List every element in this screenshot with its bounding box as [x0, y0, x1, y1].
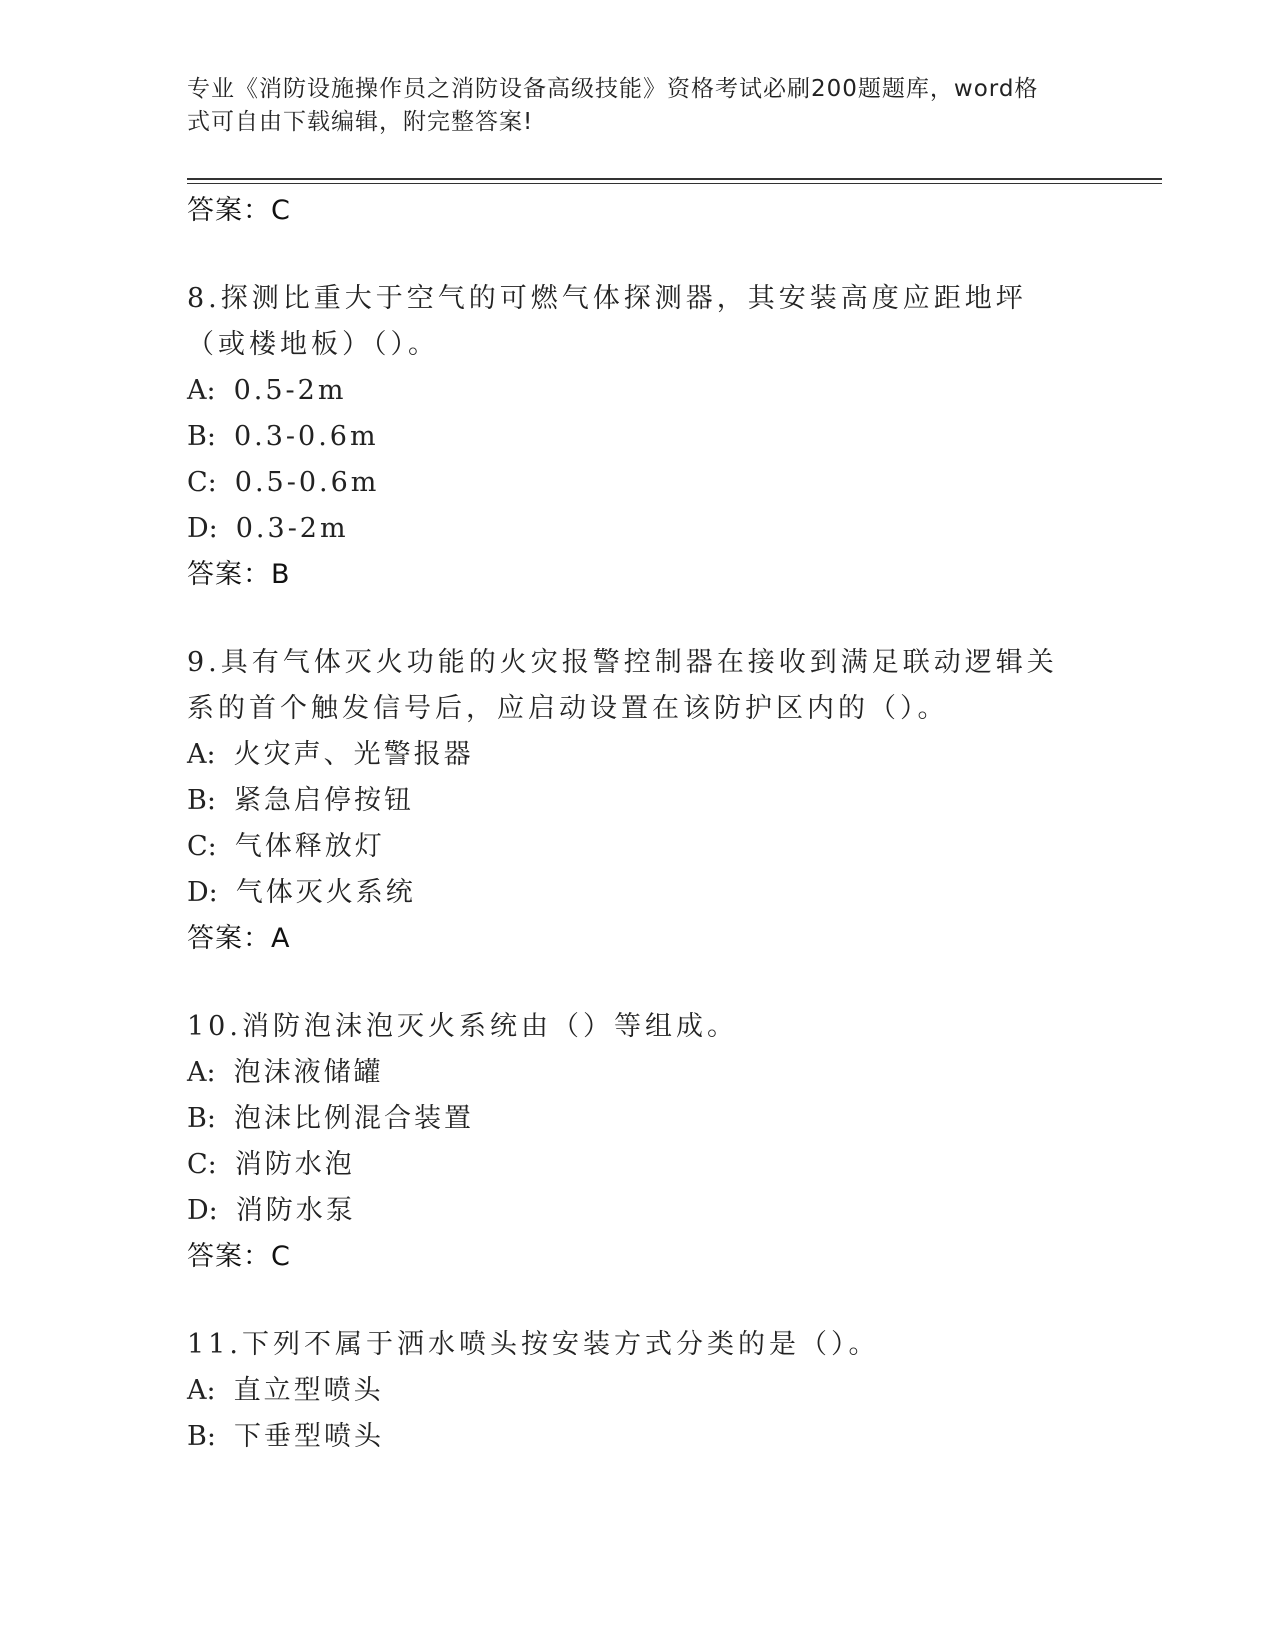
option-a	[187, 368, 1087, 414]
option-text: 消防水泡	[234, 1149, 355, 1180]
option-text: 火灾声、光警报器	[233, 739, 474, 770]
prev-question-answer: 答案：C	[187, 195, 291, 226]
option-text: 消防水泵	[235, 1195, 356, 1226]
option-text: 0.3-2m	[235, 513, 349, 544]
option-c	[187, 1142, 1087, 1188]
header-divider-thick	[187, 178, 1162, 180]
question-9	[187, 640, 1087, 962]
question-stem: 9.具有气体灭火功能的火灾报警控制器在接收到满足联动逻辑关系的首个触发信号后，应启动设置在该防护区内的（）。	[187, 647, 1058, 724]
option-d	[187, 870, 1087, 916]
option-key: A:	[187, 1375, 216, 1406]
header-line-2: 式可自由下载编辑，附完整答案!	[187, 109, 534, 135]
option-key: C:	[187, 467, 217, 498]
option-text: 紧急启停按钮	[233, 785, 414, 816]
option-key: D:	[187, 877, 218, 908]
option-text: 0.5-2m	[233, 375, 347, 406]
question-11	[187, 1322, 1087, 1460]
question-stem: 11.下列不属于洒水喷头按安装方式分类的是（）。	[187, 1329, 880, 1360]
document-body	[187, 188, 1087, 1460]
option-text: 气体灭火系统	[235, 877, 416, 908]
option-key: A:	[187, 739, 216, 770]
option-key: C:	[187, 831, 217, 862]
option-text: 泡沫液储罐	[233, 1057, 384, 1088]
question-8	[187, 276, 1087, 598]
option-a	[187, 1050, 1087, 1096]
option-key: B:	[187, 1421, 216, 1452]
question-stem: 10.消防泡沫泡灭火系统由（）等组成。	[187, 1011, 738, 1042]
option-a	[187, 732, 1087, 778]
question-answer: 答案：A	[187, 923, 291, 954]
option-key: B:	[187, 785, 216, 816]
option-key: A:	[187, 1057, 216, 1088]
option-d	[187, 1188, 1087, 1234]
option-key: B:	[187, 1103, 216, 1134]
option-c	[187, 824, 1087, 870]
option-key: B:	[187, 421, 216, 452]
document-header	[187, 73, 1067, 139]
option-b	[187, 1414, 1087, 1460]
question-10	[187, 1004, 1087, 1280]
option-b	[187, 414, 1087, 460]
option-text: 0.3-0.6m	[233, 421, 379, 452]
header-line-1: 专业《消防设施操作员之消防设备高级技能》资格考试必刷200题题库，word格	[187, 76, 1039, 102]
option-c	[187, 460, 1087, 506]
question-answer: 答案：B	[187, 559, 291, 590]
question-answer: 答案：C	[187, 1241, 291, 1272]
option-text: 泡沫比例混合装置	[233, 1103, 474, 1134]
option-text: 0.5-0.6m	[234, 467, 380, 498]
option-key: C:	[187, 1149, 217, 1180]
question-stem: 8.探测比重大于空气的可燃气体探测器，其安装高度应距地坪（或楼地板）（）。	[187, 283, 1027, 360]
option-d	[187, 506, 1087, 552]
option-a	[187, 1368, 1087, 1414]
option-text: 气体释放灯	[234, 831, 385, 862]
option-key: D:	[187, 513, 218, 544]
option-b	[187, 1096, 1087, 1142]
option-text: 直立型喷头	[233, 1375, 384, 1406]
option-b	[187, 778, 1087, 824]
option-key: D:	[187, 1195, 218, 1226]
option-key: A:	[187, 375, 216, 406]
header-divider-thin	[187, 183, 1162, 184]
option-text: 下垂型喷头	[233, 1421, 384, 1452]
